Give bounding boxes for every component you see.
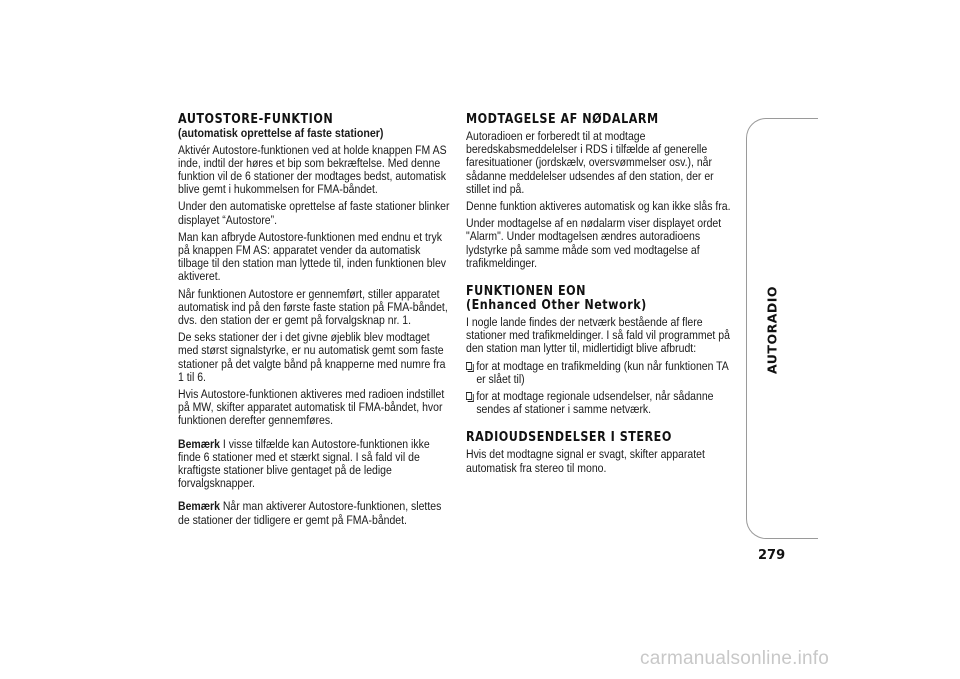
checkbox-bullet-icon — [466, 392, 472, 400]
paragraph: Man kan afbryde Autostore-funktionen med endnu et tryk på knappen FM AS: apparatet vender da automatisk tilbage til den station man lyttede til, inden funktionen blev aktiveret. — [178, 229, 447, 284]
paragraph: Under den automatiske oprettelse af faste stationer blinker displayet “Autostore”. — [178, 199, 450, 227]
paragraph: Hvis det modtagne signal er svagt, skifter apparatet automatisk fra stereo til mono. — [466, 447, 705, 475]
eon-subtitle: (Enhanced Other Network) — [466, 298, 647, 314]
alarm-title: MODTAGELSE AF NØDALARM — [466, 112, 659, 127]
section-label: AUTORADIO — [764, 285, 780, 375]
stereo-title: RADIOUDSENDELSER I STEREO — [466, 430, 672, 446]
paragraph: De seks stationer der i det givne øjeblik blev modtaget med størst signalstyrke, er nu automatisk gemt som faste stationer på det valgte bånd på knapperne med numre fra 1 til 6. — [178, 330, 446, 384]
paragraph: I nogle lande findes der netværk bestående af flere stationer med trafikmeldinger. I så fald vil programmet på den station man lytter til, midlertidigt blive afbrudt: — [466, 315, 730, 356]
note-paragraph — [178, 438, 451, 491]
left-column — [178, 113, 451, 531]
right-column — [466, 113, 736, 479]
autostore-title: AUTOSTORE-FUNKTION — [178, 112, 334, 127]
checkbox-bullet-icon — [466, 362, 472, 370]
note-label: Bemærk — [178, 436, 220, 451]
watermark: carmanualsonline.info — [640, 648, 830, 669]
note-text: Når man aktiverer Autostore-funktionen, slettes de stationer der tidligere er gemt på FMA-båndet. — [178, 499, 442, 527]
paragraph: Hvis Autostore-funktionen aktiveres med radioen indstillet på MW, skifter apparatet automatisk til FMA-båndet, hvor funktionen derefter gennemføres. — [178, 386, 445, 428]
bullet-item — [466, 390, 736, 416]
paragraph: Under modtagelse af en nødalarm viser displayet ordet "Alarm". Under modtagelsen ændres autoradioens lydstyrke på samme måde som ved modtagelse af trafikmeldinger. — [466, 216, 722, 270]
bullet-item — [466, 360, 736, 386]
page-number: 279 — [758, 548, 786, 563]
autostore-subtitle: (automatisk oprettelse af faste stationer) — [178, 126, 384, 140]
bullet-text: for at modtage regionale udsendelser, når sådanne sendes af stationer i samme netværk. — [476, 389, 714, 417]
paragraph: Aktivér Autostore-funktionen ved at holde knappen FM AS inde, indtil der høres et bip som bekræftelse. Med denne funktion vil de 6 stationer der modtages bedst, automatisk blive gemt i hukommelsen for FMA-båndet. — [178, 142, 447, 197]
note-text: I visse tilfælde kan Autostore-funktionen ikke finde 6 stationer med et stærkt signal. I så fald vil de kraftigste stationer blive gentaget på de ledige forvalgsknapper. — [178, 436, 430, 491]
note-paragraph — [178, 500, 451, 526]
eon-title: FUNKTIONEN EON — [466, 284, 586, 300]
paragraph: Når funktionen Autostore er gennemført, stiller apparatet automatisk ind på den første faste station på FMA-båndet, dvs. den station der er gemt på forvalgsknap nr. 1. — [178, 286, 448, 327]
note-label: Bemærk — [178, 499, 220, 514]
paragraph: Autoradioen er forberedt til at modtage beredskabsmeddelelser i RDS i tilfælde af generelle faresituationer (jordskælv, oversvømmelser osv.), når sådanne meddelelser udsendes af den station, der er stillet ind på. — [466, 129, 714, 196]
paragraph: Denne funktion aktiveres automatisk og kan ikke slås fra. — [466, 199, 731, 214]
bullet-text: for at modtage en trafikmelding (kun når funktionen TA er slået til) — [476, 358, 729, 386]
section-tab-frame — [746, 118, 818, 539]
